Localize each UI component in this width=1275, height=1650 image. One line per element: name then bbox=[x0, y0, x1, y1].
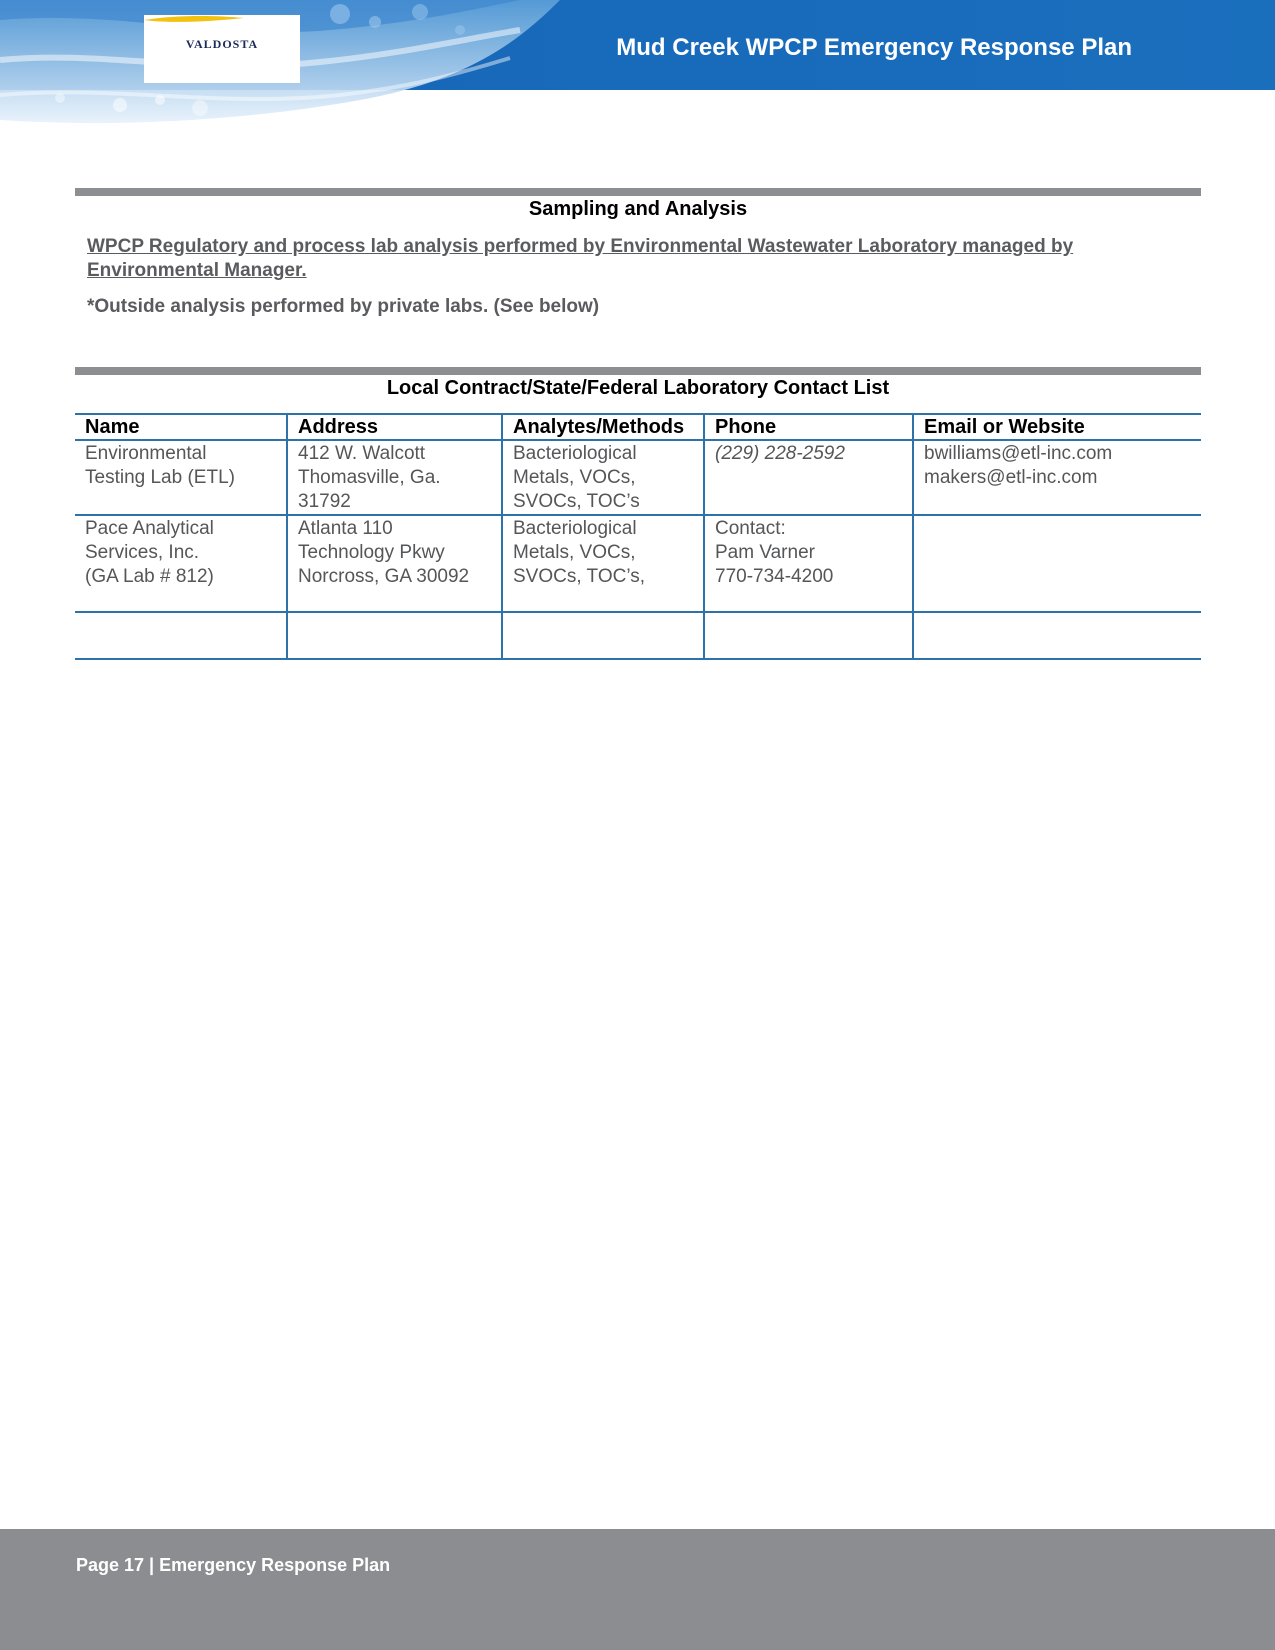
valdosta-logo bbox=[144, 15, 300, 83]
sampling-note-outside: *Outside analysis performed by private labs. (See below) bbox=[87, 296, 600, 317]
logo-swoosh-icon bbox=[144, 15, 244, 25]
table-header-row bbox=[75, 414, 1201, 440]
document-title: Mud Creek WPCP Emergency Response Plan bbox=[616, 34, 1132, 61]
table-row bbox=[75, 612, 1201, 659]
empty-cell bbox=[913, 612, 1201, 659]
column-header-name: Name bbox=[75, 414, 287, 440]
table-row bbox=[75, 440, 1201, 515]
column-header-email: Email or Website bbox=[913, 414, 1201, 440]
column-header-address: Address bbox=[287, 414, 502, 440]
section-divider bbox=[75, 367, 1201, 375]
empty-cell bbox=[704, 612, 913, 659]
lab-analytes-cell: Bacteriological Metals, VOCs, SVOCs, TOC’s bbox=[502, 440, 704, 515]
lab-name-cell: Pace Analytical Services, Inc. (GA Lab # 812) bbox=[75, 515, 287, 612]
lab-email-cell bbox=[913, 515, 1201, 612]
contact-list-title: Local Contract/State/Federal Laboratory Contact List bbox=[386, 377, 890, 399]
lab-phone-cell: Contact: Pam Varner 770-734-4200 bbox=[704, 515, 913, 612]
page-header bbox=[0, 0, 1275, 130]
page-footer bbox=[0, 1529, 1275, 1650]
sampling-note-lab: WPCP Regulatory and process lab analysis performed by Environmental Wastewater Laboratory managed by Environmental Manager. bbox=[87, 236, 1074, 281]
table-row bbox=[75, 515, 1201, 612]
footer-page-label: Page 17 | Emergency Response Plan bbox=[76, 1555, 391, 1575]
logo-wordmark: VALDOSTA bbox=[185, 37, 259, 51]
lab-phone-cell: (229) 228-2592 bbox=[704, 440, 913, 515]
lab-contact-table bbox=[75, 413, 1201, 660]
empty-cell bbox=[502, 612, 704, 659]
section-divider bbox=[75, 188, 1201, 196]
email-link[interactable]: bwilliams@etl-inc.com bbox=[924, 443, 1113, 464]
lab-name-cell: Environmental Testing Lab (ETL) bbox=[75, 440, 287, 515]
lab-address-cell: Atlanta 110 Technology Pkwy Norcross, GA 30092 bbox=[287, 515, 502, 612]
column-header-phone: Phone bbox=[704, 414, 913, 440]
empty-cell bbox=[75, 612, 287, 659]
lab-email-cell bbox=[913, 440, 1201, 515]
lab-analytes-cell: Bacteriological Metals, VOCs, SVOCs, TOC’s, bbox=[502, 515, 704, 612]
email-link[interactable]: makers@etl-inc.com bbox=[924, 467, 1098, 488]
lab-address-cell: 412 W. Walcott Thomasville, Ga. 31792 bbox=[287, 440, 502, 515]
sampling-title: Sampling and Analysis bbox=[528, 198, 748, 220]
empty-cell bbox=[287, 612, 502, 659]
column-header-analytes: Analytes/Methods bbox=[502, 414, 704, 440]
